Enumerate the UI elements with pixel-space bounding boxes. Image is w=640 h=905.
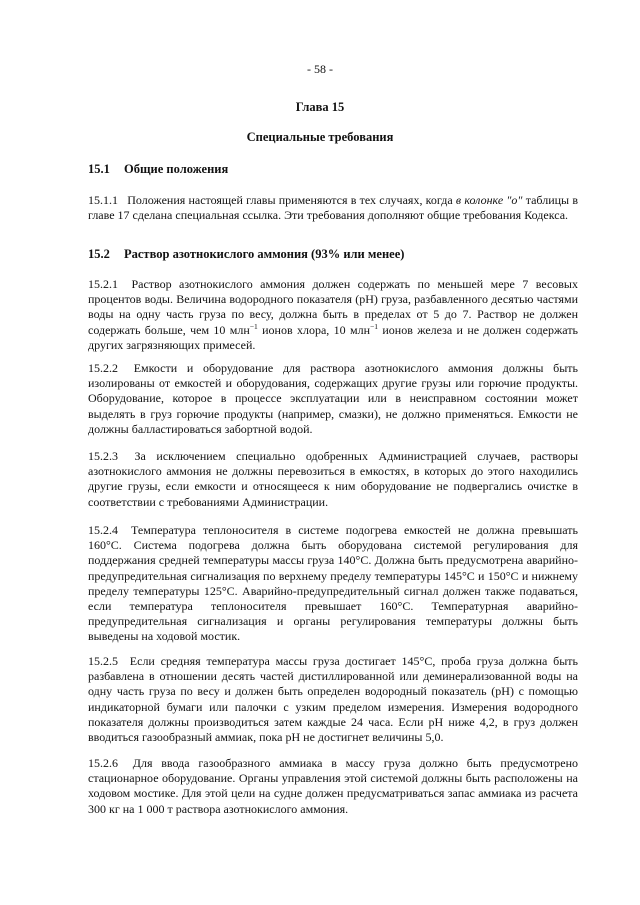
paragraph-15-2-3 [88, 449, 578, 510]
paragraph-text: Положения настоящей главы применяются в тех случаях, когда [127, 193, 453, 207]
superscript: −1 [370, 321, 378, 331]
paragraph-number: 15.2.4 [88, 523, 118, 537]
paragraph-number: 15.2.1 [88, 277, 118, 291]
paragraph-15-2-4 [88, 523, 578, 645]
paragraph-text: таблицы в главе 17 сделана специальная ссылка. Эти требования дополняют общие требования Кодекса. [88, 193, 579, 223]
paragraph-text: ионов хлора, 10 млн [262, 322, 371, 337]
paragraph-15-2-1 [88, 277, 578, 353]
paragraph-text: ионов железа и не должен содержать других загрязняющих примесей. [88, 322, 579, 352]
paragraph-15-2-6 [88, 756, 578, 817]
paragraph-italic-text: в колонке "о" [455, 193, 523, 207]
paragraph-15-2-2 [88, 361, 578, 437]
paragraph-number: 15.2.3 [88, 449, 118, 463]
paragraph-text: Для ввода газообразного аммиака в массу груза должно быть предусмотрено стационарное оборудование. Органы управления этой системой должны быть расположены на ходовом мостике. Для этой цели на судне должен предусматриваться запас аммиака из расчета 300 кг на 1 000 т раствора азотнокислого аммония. [88, 756, 578, 816]
paragraph-text: Емкости и оборудование для раствора азотнокислого аммония должны быть изолированы от емкостей и оборудования, содержащих другие грузы или горючие продукты. Оборудование, которое в процессе эксплуатации или в неисправном состоянии может выделять в груз горючие продукты (например, смазки), не должно применяться. Емкости не должны балластироваться забортной водой. [88, 361, 579, 436]
section-title: Общие положения [124, 162, 229, 176]
paragraph-15-2-5 [88, 654, 578, 745]
chapter-heading: Глава 15 [295, 100, 345, 114]
paragraph-number: 15.2.5 [88, 654, 118, 668]
paragraph-15-1-1 [88, 193, 578, 223]
page-number: - 58 - [307, 62, 333, 76]
section-number: 15.1 [88, 162, 110, 176]
paragraph-text: За исключением специально одобренных Администрацией случаев, растворы азотнокислого аммония не должны перевозиться в емкостях, в которых до этого находились другие грузы, если емкости и относящееся к ним оборудование не подвергались очистке в соответствии с требованиями Администрации. [88, 449, 579, 509]
superscript: −1 [249, 321, 258, 331]
section-heading-15-1 [88, 162, 228, 177]
section-number: 15.2 [88, 247, 110, 261]
section-heading-15-2 [88, 247, 404, 262]
section-title: Раствор азотнокислого аммония (93% или менее) [124, 247, 405, 261]
paragraph-number: 15.1.1 [88, 193, 118, 207]
chapter-title: Специальные требования [246, 130, 394, 144]
paragraph-text: Раствор азотнокислого аммония должен содержать по меньшей мере 7 весовых процентов воды. Величина водородного показателя (pH) груза, разбавленного десятью частями воды на одну часть груза по весу, должна быть в пределах от 5 до 7. Раствор не должен содержать больше, чем 10 млн [88, 277, 578, 337]
paragraph-number: 15.2.6 [88, 756, 118, 770]
paragraph-number: 15.2.2 [88, 361, 118, 375]
paragraph-text: Если средняя температура массы груза достигает 145°С, проба груза должна быть разбавлена в отношении десять частей дистиллированной или деминерализованной воды на одну часть груза по весу и должен быть определен водородный показатель (pH) с помощью индикаторной бумаги или палочки с узким пределом измерения. Измерения водородного показателя должны производиться затем каждые 24 часа. Если pH ниже 4,2, в груз должен вводиться газообразный аммиак, пока pH не достигнет величины 5,0. [88, 654, 578, 745]
paragraph-text: Температура теплоносителя в системе подогрева емкостей не должна превышать 160°С. Система подогрева должна быть оборудована системой регулирования для поддержания средней температуры массы груза 140°С. Должна быть предусмотрена аварийно-предупредительная сигнализация по верхнему пределу температуры 145°С и 150°С и нижнему пределу температуры 125°С. Аварийно-предупредительный сигнал должен также подаваться, если температура теплоносителя превышает 160°С. Температурная аварийно-предупредительная сигнализация и органы регулирования температуры должны быть выведены на ходовой мостик. [88, 523, 579, 644]
